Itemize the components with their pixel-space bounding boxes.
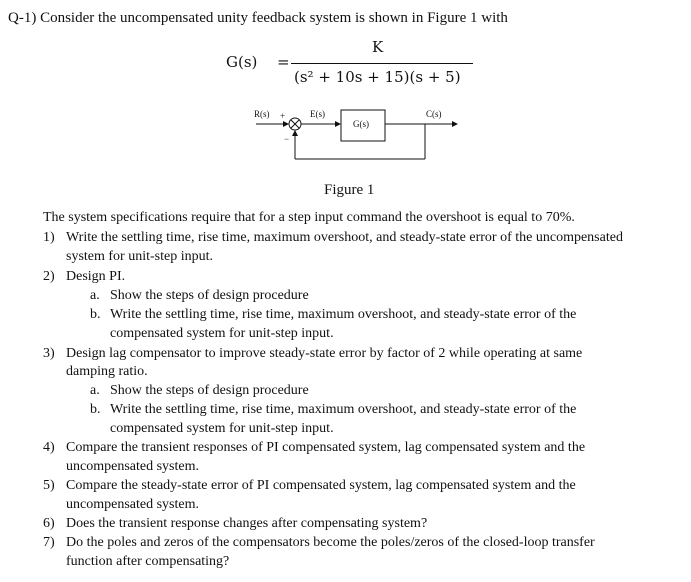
item-text: Compare the steady-state error of PI compensated system, lag compensated system and the	[66, 478, 576, 493]
item-text: damping ratio.	[66, 364, 148, 379]
subitem-text: compensated system for unit-step input.	[110, 421, 334, 436]
subitem-letter: b.	[90, 402, 101, 417]
item-text: system for unit-step input.	[66, 249, 213, 264]
subitem-text: Write the settling time, rise time, maximum overshoot, and steady-state error of the	[110, 402, 577, 417]
subitem-text: Show the steps of design procedure	[110, 288, 309, 303]
item-text: Compare the transient responses of PI compensated system, lag compensated system and the	[66, 440, 586, 455]
item-text: Does the transient response changes after compensating system?	[66, 516, 428, 531]
item-text: Do the poles and zeros of the compensators become the poles/zeros of the closed-loop transfer	[66, 535, 595, 550]
item-number: 3)	[43, 346, 55, 361]
feedback-arrowhead	[292, 130, 298, 136]
subitem-text: Show the steps of design procedure	[110, 383, 309, 398]
output-arrowhead	[452, 121, 458, 127]
item-number: 2)	[43, 269, 55, 284]
error-arrowhead	[335, 121, 341, 127]
subitem-text: compensated system for unit-step input.	[110, 326, 334, 341]
error-label: E(s)	[310, 109, 325, 119]
subitem-letter: a.	[90, 383, 100, 398]
item-number: 7)	[43, 535, 55, 550]
item-text: uncompensated system.	[66, 459, 199, 474]
item-number: 5)	[43, 478, 55, 493]
output-label: C(s)	[426, 109, 442, 119]
figure-caption: Figure 1	[324, 182, 375, 198]
minus-sign: −	[284, 134, 290, 144]
spec-text: The system specifications require that for a step input command the overshoot is equal to 70%.	[43, 210, 575, 225]
subitem-letter: b.	[90, 307, 101, 322]
subitem-letter: a.	[90, 288, 100, 303]
tf-numerator: K	[372, 38, 384, 56]
tf-lhs: G(s)	[226, 53, 258, 71]
plus-sign: +	[280, 111, 286, 121]
question-title: Q-1) Consider the uncompensated unity feedback system is shown in Figure 1 with	[8, 10, 508, 26]
item-text: uncompensated system.	[66, 497, 199, 512]
input-label: R(s)	[254, 109, 270, 119]
item-number: 6)	[43, 516, 55, 531]
item-text: Design lag compensator to improve steady-state error by factor of 2 while operating at same	[66, 346, 583, 361]
item-text: function after compensating?	[66, 554, 230, 569]
item-number: 1)	[43, 230, 55, 245]
item-number: 4)	[43, 440, 55, 455]
subitem-text: Write the settling time, rise time, maximum overshoot, and steady-state error of the	[110, 307, 577, 322]
item-text: Design PI.	[66, 269, 126, 284]
item-text: Write the settling time, rise time, maximum overshoot, and steady-state error of the uncompensated	[66, 230, 623, 245]
tf-equals: =	[277, 53, 290, 71]
input-arrowhead	[283, 121, 289, 127]
tf-denominator: (s² + 10s + 15)(s + 5)	[294, 68, 461, 86]
block-label: G(s)	[353, 119, 369, 129]
